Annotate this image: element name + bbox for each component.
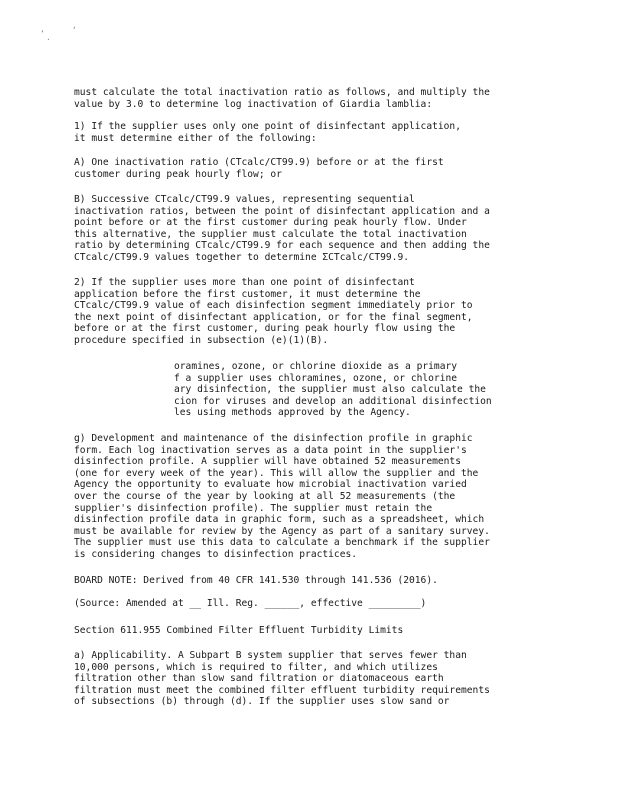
text-line: supplier's disinfection profile). The supplier must retain the	[74, 502, 433, 514]
text-line: les using methods approved by the Agency.	[174, 407, 411, 419]
text-line: over the course of the year by looking at all 52 measurements (the	[74, 490, 456, 502]
scan-mark: ,	[72, 21, 77, 30]
text-line: g) Development and maintenance of the disinfection profile in graphic	[74, 433, 473, 444]
subsection-g	[74, 433, 544, 561]
text-line: disinfection profile data in graphic form, such as a spreadsheet, which	[74, 514, 485, 526]
text-line: inactivation ratios, between the point of disinfectant application and a	[74, 205, 490, 217]
text-line: oramines, ozone, or chlorine dioxide as a primary	[174, 361, 458, 372]
text-line: CTcalc/CT99.9 values together to determine ΣCTcalc/CT99.9.	[74, 251, 410, 263]
text-line: BOARD NOTE: Derived from 40 CFR 141.530 through 141.536 (2016).	[74, 575, 438, 586]
subsection-B	[74, 194, 544, 264]
text-line: of subsections (b) through (d). If the supplier uses slow sand or	[74, 696, 450, 708]
text-line: application before the first customer, it must determine the	[74, 288, 421, 300]
text-line: this alternative, the supplier must calculate the total inactivation	[74, 228, 467, 240]
text-line: disinfection profile. A supplier will have obtained 52 measurements	[74, 456, 461, 468]
scan-mark: ·	[46, 35, 51, 44]
scan-mark: ‘	[40, 29, 45, 38]
text-line: 1) If the supplier uses only one point of disinfectant application,	[74, 121, 461, 132]
text-line: (one for every week of the year). This will allow the supplier and the	[74, 467, 479, 479]
text-line: filtration must meet the combined filter effluent turbidity requirements	[74, 684, 490, 696]
text-line: is considering changes to disinfection practices.	[74, 548, 358, 560]
text-line: Agency the opportunity to evaluate how microbial inactivation varied	[74, 479, 467, 491]
board-note	[74, 575, 544, 587]
text-line: f a supplier uses chloramines, ozone, or chlorine	[174, 372, 458, 384]
text-line: point before or at the first customer during peak hourly flow. Under	[74, 217, 467, 229]
text-line: A) One inactivation ratio (CTcalc/CT99.9) before or at the first	[74, 157, 444, 168]
subsection-2	[74, 277, 544, 347]
subsection-A	[74, 157, 544, 180]
subsection-1	[74, 121, 544, 144]
text-line: 2) If the supplier uses more than one point of disinfectant	[74, 277, 415, 288]
text-line: B) Successive CTcalc/CT99.9 values, representing sequential	[74, 194, 415, 205]
text-line: 10,000 persons, which is required to filter, and which utilizes	[74, 661, 438, 673]
text-line: procedure specified in subsection (e)(1)(B).	[74, 334, 329, 346]
text-line: it must determine either of the following:	[74, 132, 317, 144]
text-line: cion for viruses and develop an additional disinfection	[174, 395, 492, 407]
text-line: value by 3.0 to determine log inactivation of Giardia lamblia:	[74, 98, 433, 110]
text-line: ary disinfection, the supplier must also calculate the	[174, 384, 486, 396]
partial-paragraph	[74, 361, 544, 419]
text-line: the next point of disinfectant application, or for the final segment,	[74, 311, 473, 323]
section-heading: Section 611.955 Combined Filter Effluent Turbidity Limits	[74, 625, 404, 636]
text-line: must be available for review by the Agency as part of a sanitary survey.	[74, 525, 490, 537]
subsection-a-applicability	[74, 650, 544, 708]
text-line: CTcalc/CT99.9 value of each disinfection segment immediately prior to	[74, 300, 473, 312]
text-line: before or at the first customer, during peak hourly flow using the	[74, 323, 456, 335]
text-line: a) Applicability. A Subpart B system supplier that serves fewer than	[74, 650, 467, 661]
text-line: filtration other than slow sand filtration or diatomaceous earth	[74, 673, 444, 685]
text-line: must calculate the total inactivation ratio as follows, and multiply the	[74, 87, 490, 98]
text-line: ratio by determining CTcalc/CT99.9 for each sequence and then adding the	[74, 240, 490, 252]
text-line: The supplier must use this data to calculate a benchmark if the supplier	[74, 537, 490, 549]
source-line: (Source: Amended at __ Ill. Reg. ______, effective _________)	[74, 598, 427, 609]
text-line: customer during peak hourly flow; or	[74, 168, 282, 180]
text-line: form. Each log inactivation serves as a data point in the supplier's	[74, 444, 467, 456]
intro-paragraph	[74, 87, 544, 110]
